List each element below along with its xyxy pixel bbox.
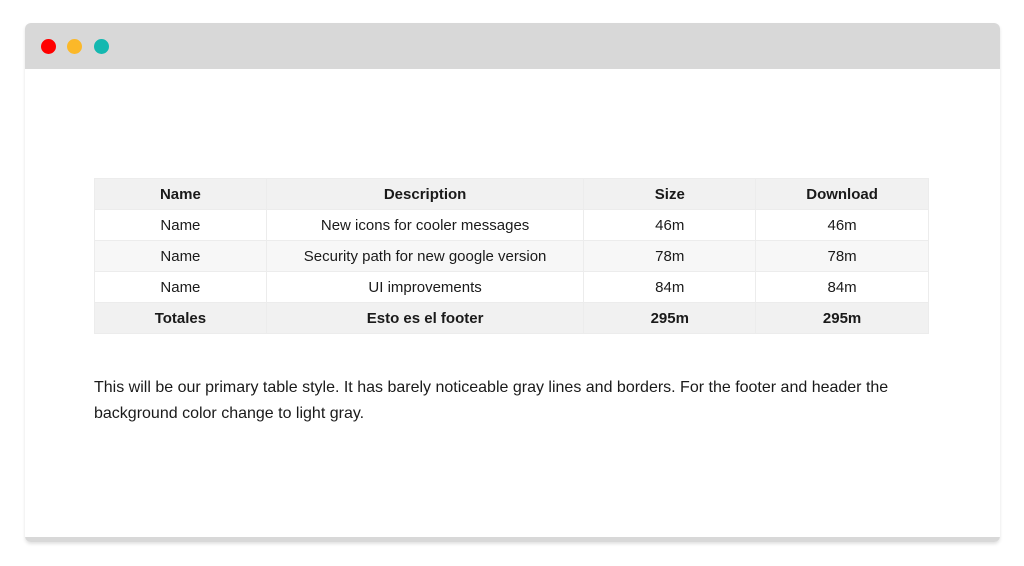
cell-description: Security path for new google version	[266, 241, 584, 272]
footer-cell-description: Esto es el footer	[266, 303, 584, 334]
cell-download: 84m	[756, 272, 929, 303]
table-row	[95, 272, 929, 303]
table-row	[95, 241, 929, 272]
table-header-row	[95, 179, 929, 210]
footer-cell-label: Totales	[95, 303, 267, 334]
cell-description: New icons for cooler messages	[266, 210, 584, 241]
browser-window	[25, 23, 1000, 542]
maximize-window-icon[interactable]	[94, 39, 109, 54]
table-footer-row	[95, 303, 929, 334]
column-header-size: Size	[584, 179, 756, 210]
window-bottom-border	[25, 537, 1000, 542]
cell-size: 78m	[584, 241, 756, 272]
column-header-download: Download	[756, 179, 929, 210]
cell-name: Name	[95, 272, 267, 303]
window-titlebar	[25, 23, 1000, 69]
table-description-text: This will be our primary table style. It has barely noticeable gray lines and borders. For the footer and header the background color change to light gray.	[94, 379, 889, 422]
table-row	[95, 210, 929, 241]
cell-name: Name	[95, 210, 267, 241]
cell-download: 78m	[756, 241, 929, 272]
minimize-window-icon[interactable]	[67, 39, 82, 54]
footer-cell-size-total: 295m	[584, 303, 756, 334]
close-window-icon[interactable]	[41, 39, 56, 54]
cell-name: Name	[95, 241, 267, 272]
cell-description: UI improvements	[266, 272, 584, 303]
data-table	[94, 178, 929, 334]
cell-download: 46m	[756, 210, 929, 241]
column-header-name: Name	[95, 179, 267, 210]
column-header-description: Description	[266, 179, 584, 210]
cell-size: 84m	[584, 272, 756, 303]
cell-size: 46m	[584, 210, 756, 241]
footer-cell-download-total: 295m	[756, 303, 929, 334]
